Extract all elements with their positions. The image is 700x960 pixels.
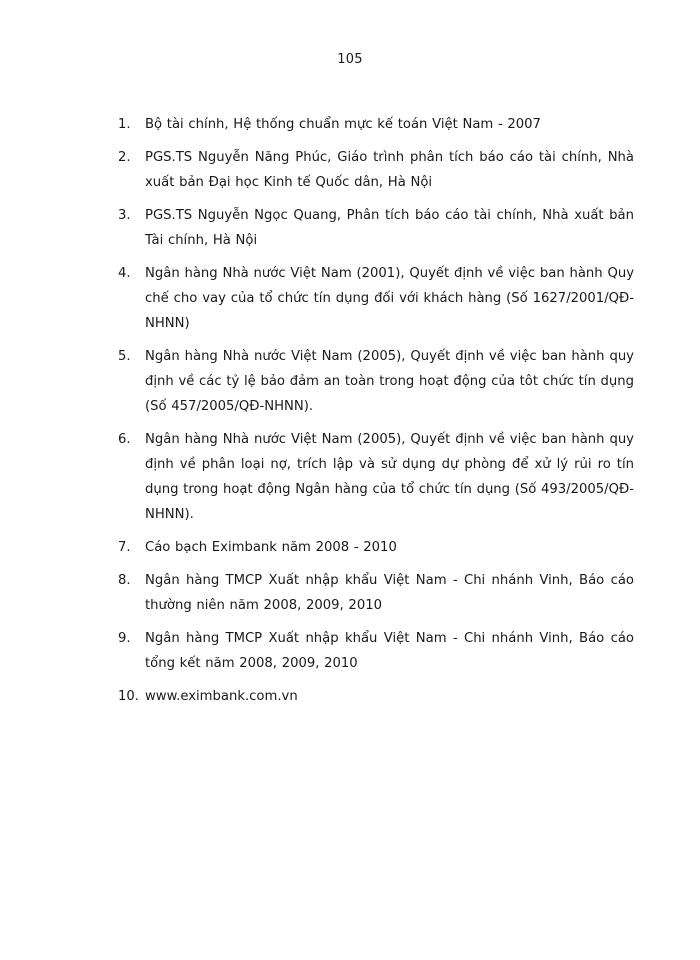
reference-item [118,344,634,419]
reference-text: Ngân hàng TMCP Xuất nhập khẩu Việt Nam - Chi nhánh Vinh, Báo cáo thường niên năm 2008, 2009, 2010 [145,573,634,613]
reference-item [118,145,634,195]
reference-number: 3. [118,208,131,223]
reference-number: 2. [118,150,131,165]
reference-item [118,203,634,253]
reference-item [118,568,634,618]
reference-text: Cáo bạch Eximbank năm 2008 - 2010 [145,540,397,555]
reference-item [118,112,634,137]
reference-number: 9. [118,631,131,646]
reference-text: Bộ tài chính, Hệ thống chuẩn mực kế toán Việt Nam - 2007 [145,117,541,132]
reference-item [118,684,634,709]
reference-text: PGS.TS Nguyễn Năng Phúc, Giáo trình phân tích báo cáo tài chính, Nhà xuất bản Đại học Kinh tế Quốc dân, Hà Nội [145,150,634,190]
reference-number: 4. [118,266,131,281]
reference-number: 5. [118,349,131,364]
reference-item [118,427,634,527]
reference-number: 10. [118,689,139,704]
page-number: 105 [337,52,363,67]
reference-number: 6. [118,432,131,447]
reference-text: PGS.TS Nguyễn Ngọc Quang, Phân tích báo cáo tài chính, Nhà xuất bản Tài chính, Hà Nội [145,208,634,248]
reference-item [118,626,634,676]
reference-list [118,112,634,717]
reference-number: 1. [118,117,131,132]
reference-text: Ngân hàng TMCP Xuất nhập khẩu Việt Nam - Chi nhánh Vinh, Báo cáo tổng kết năm 2008, 2009, 2010 [145,631,634,671]
reference-text: Ngân hàng Nhà nước Việt Nam (2005), Quyết định về việc ban hành quy định về phân loại nợ, trích lập và sử dụng dự phòng để xử lý rủi ro tín dụng trong hoạt động Ngân hàng của tổ chức tín dụng (Số 493/2005/QĐ-NHNN). [145,432,634,522]
reference-number: 7. [118,540,131,555]
reference-number: 8. [118,573,131,588]
reference-text: Ngân hàng Nhà nước Việt Nam (2001), Quyết định về việc ban hành Quy chế cho vay của tổ chức tín dụng đối với khách hàng (Số 1627/2001/QĐ-NHNN) [145,266,634,331]
reference-text: Ngân hàng Nhà nước Việt Nam (2005), Quyết định về việc ban hành quy định về các tỷ lệ bảo đảm an toàn trong hoạt động của tôt chức tín dụng (Số 457/2005/QĐ-NHNN). [145,349,634,414]
reference-link[interactable]: www.eximbank.com.vn [145,689,298,704]
reference-item [118,535,634,560]
reference-item [118,261,634,336]
